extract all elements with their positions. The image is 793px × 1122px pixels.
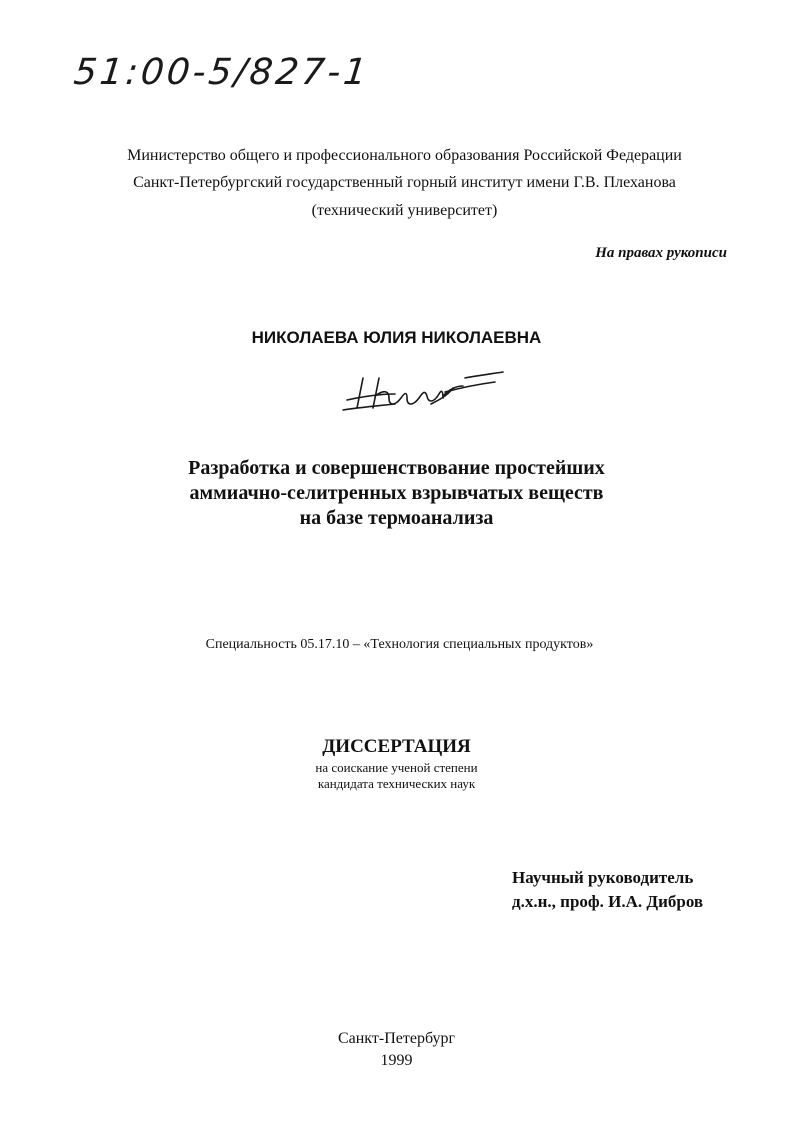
thesis-title-line-2: аммиачно-селитренных взрывчатых веществ (189, 482, 604, 504)
degree-line-1: на соискание ученой степени (315, 760, 478, 775)
publication-year: 1999 (380, 1052, 413, 1069)
advisor-name: д.х.н., проф. И.А. Дибров (512, 892, 704, 911)
author-name: НИКОЛАЕВА ЮЛИЯ НИКОЛАЕВНА (251, 328, 542, 347)
degree-line-2: кандидата технических наук (317, 776, 476, 791)
university-line: (технический университет) (311, 202, 498, 219)
dissertation-heading: ДИССЕРТАЦИЯ (322, 736, 471, 757)
advisor-block (512, 866, 703, 914)
advisor-label: Научный руководитель (512, 868, 694, 887)
thesis-title-line-3: на базе термоанализа (299, 507, 494, 529)
signature-icon (335, 360, 515, 420)
manuscript-rights-note: На правах рукописи (595, 245, 727, 261)
thesis-title-line-1: Разработка и совершенствование простейших (188, 457, 605, 479)
institute-line: Санкт-Петербургский государственный горный институт имени Г.В. Плеханова (133, 174, 676, 191)
archive-stamp-number: 51:00-5/827-1 (71, 52, 372, 93)
place-of-publication: Санкт-Петербург (337, 1030, 456, 1047)
specialty-line: Специальность 05.17.10 – «Технология специальных продуктов» (205, 637, 594, 652)
ministry-line: Министерство общего и профессионального образования Российской Федерации (127, 147, 682, 164)
